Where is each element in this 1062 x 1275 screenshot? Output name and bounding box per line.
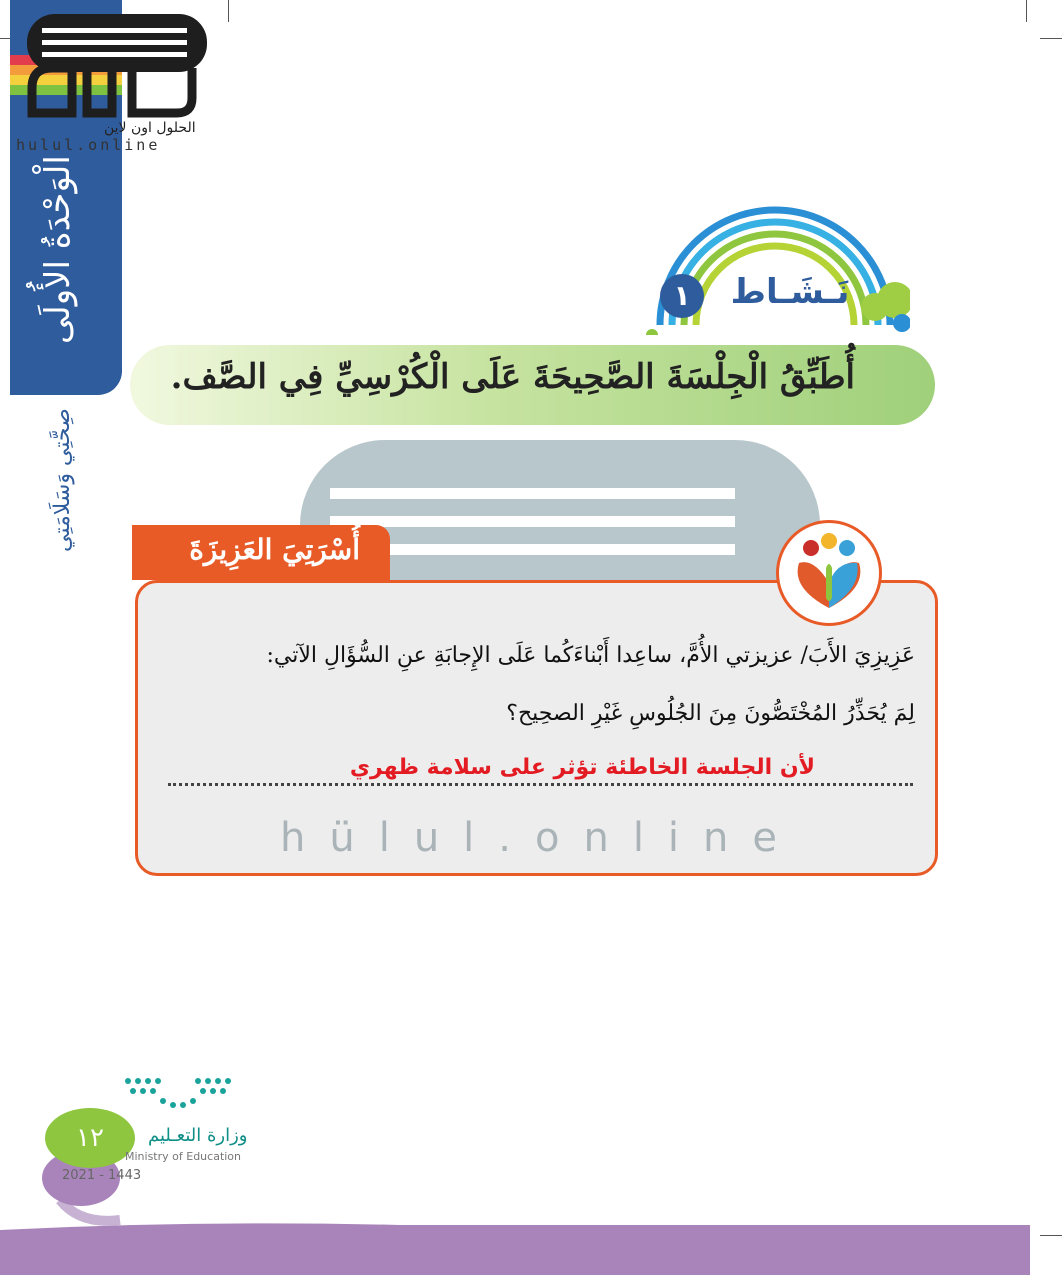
crop-mark bbox=[1040, 1235, 1062, 1236]
crop-mark bbox=[1026, 0, 1027, 22]
activity-title: نَـشَـاط bbox=[730, 272, 850, 312]
answer-text: لأن الجلسة الخاطئة تؤثر على سلامة ظهري bbox=[349, 755, 815, 780]
watermark-domain: hülul.online bbox=[280, 815, 802, 861]
family-line-1: عَزِيزِيَ الأَبَ/ عزيزتي الأُمَّ، ساعِدا أَبْناءَكُما عَلَى الإِجابَةِ عنِ السُّؤَالِ الآتي: bbox=[266, 643, 915, 668]
family-line-2: لِمَ يُحَذِّرُ المُخْتَصُّونَ مِنَ الجُلُوسِ غَيْرِ الصحِيح؟ bbox=[506, 701, 915, 726]
family-title: أُسْرَتِيَ العَزِيزَةَ bbox=[189, 533, 360, 566]
hulul-logo bbox=[12, 8, 212, 158]
family-title-tab bbox=[132, 525, 390, 580]
logo-domain: hulul.online bbox=[16, 136, 161, 154]
logo-small-text: الحلول اون لاين bbox=[104, 120, 196, 136]
instruction-bar bbox=[130, 345, 935, 425]
unit-label: الْوَحْدَةُ الأُولَى bbox=[38, 155, 78, 345]
ministry-english: Ministry of Education bbox=[125, 1150, 242, 1163]
year-label: 2021 - 1443 bbox=[62, 1168, 142, 1183]
hulul-logo-mark-icon bbox=[12, 8, 212, 138]
family-icon bbox=[776, 520, 882, 626]
activity-number: ١ bbox=[660, 274, 704, 318]
answer-dotted-line bbox=[168, 781, 913, 786]
crop-mark bbox=[1040, 38, 1062, 39]
topic-label: صِحَّتِي وَسَلَامَتِي bbox=[50, 408, 75, 552]
page-number: ١٢ bbox=[45, 1108, 135, 1168]
crop-mark bbox=[228, 0, 229, 22]
ministry-name: وزارة التعـليم bbox=[148, 1125, 248, 1146]
ministry-logo-icon bbox=[118, 1075, 238, 1115]
footer-band bbox=[0, 1190, 1030, 1275]
instruction-text: أُطَبِّقُ الْجِلْسَةَ الصَّحِيحَةَ عَلَى الْكُرْسِيِّ فِي الصَّف. bbox=[170, 357, 855, 397]
